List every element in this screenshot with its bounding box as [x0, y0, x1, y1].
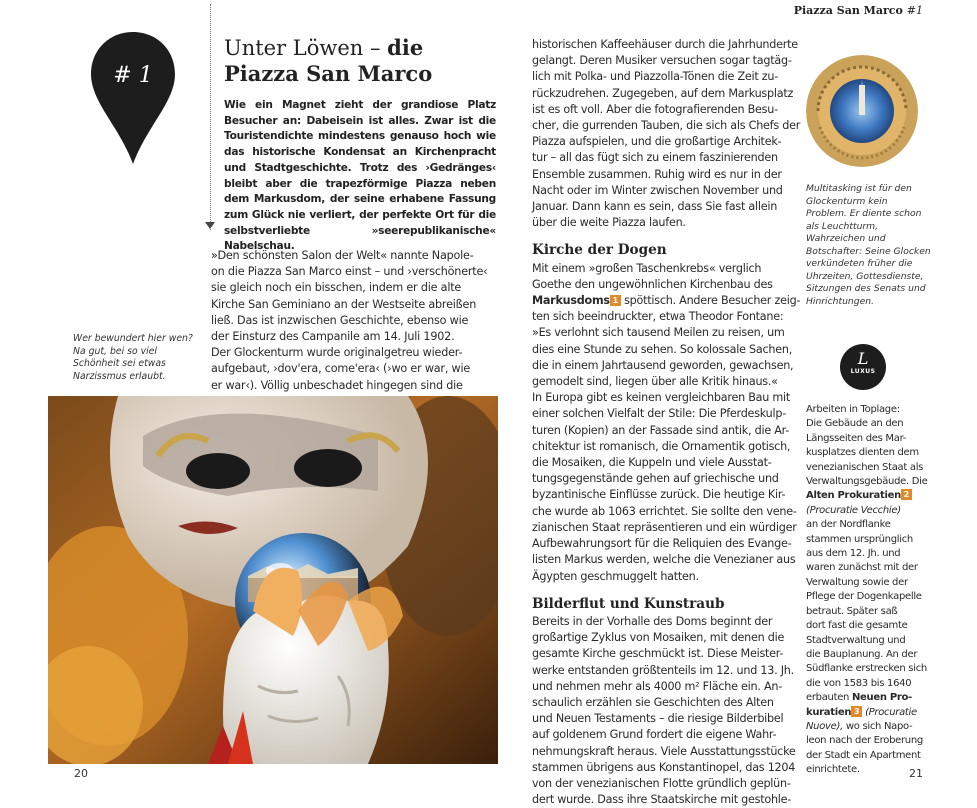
text-line — [532, 86, 794, 102]
text-segment: aus dem 12. Jh. und — [806, 548, 901, 560]
text-segment: Längsseiten des Mar- — [806, 432, 907, 444]
text-line — [211, 280, 497, 296]
text-line — [806, 489, 936, 503]
text-line — [806, 403, 936, 417]
text-segment: Südflanke erstrecken sich — [806, 663, 927, 675]
text-line — [532, 792, 790, 808]
text-segment: und Neuen Testaments – die riesige Bilderbibel — [532, 712, 784, 726]
text-line — [211, 378, 497, 394]
text-line — [806, 504, 936, 518]
text-line — [532, 277, 790, 293]
text-line — [806, 533, 936, 547]
text-line — [532, 439, 790, 455]
running-head-number: #1 — [906, 4, 923, 17]
text-line — [806, 720, 936, 734]
text-segment: Kirche San Geminiano an der Westseite abreißen — [211, 297, 477, 311]
text-segment: auf goldenem Grund fordert die eigene Wahr- — [532, 728, 777, 742]
text-segment: venezianischen Staat als — [806, 461, 924, 473]
text-line — [532, 504, 797, 520]
text-segment: Der Glockenturm wurde originalgetreu wieder- — [211, 346, 463, 360]
text-segment: (Procuratie Vecchie) — [806, 504, 901, 516]
text-segment: zianischen Staat repräsentieren und ein würdiger — [532, 520, 797, 534]
title-bold: die Piazza San Marco — [224, 35, 433, 86]
text-segment: on die Piazza San Marco einst – und ›verschönerte‹ — [211, 265, 488, 279]
text-line — [806, 461, 936, 475]
text-segment: Die Gebäude an den — [806, 418, 904, 430]
text-segment: der Einsturz des Campanile am 14. Juli 1902. — [211, 330, 455, 344]
text-segment: der Stadt ein Apartment — [806, 749, 921, 761]
text-line — [532, 69, 790, 85]
poi-number-badge: 2 — [901, 489, 912, 500]
text-line — [532, 679, 790, 695]
text-line — [532, 293, 801, 309]
text-line — [532, 374, 790, 390]
text-segment: Stadtverwaltung und — [806, 634, 906, 646]
text-line — [806, 677, 936, 691]
text-segment: Verwaltung sowie der — [806, 576, 908, 588]
text-line — [806, 576, 936, 590]
text-line — [806, 691, 936, 705]
text-line — [211, 297, 497, 313]
main-text-column — [532, 37, 801, 808]
text-line — [532, 744, 796, 760]
text-segment: die Mosaiken, die Kuppeln und viele Ausstat- — [532, 456, 772, 470]
campanile-fisheye-photo — [806, 55, 918, 167]
text-segment: Aufbewahrungsort für die Reliquien des Evange- — [532, 537, 792, 551]
text-segment: rückzudrehen. Zugegeben, auf dem Markusplatz — [532, 86, 794, 100]
text-segment: wo sich Napo- — [843, 720, 913, 732]
text-line — [532, 309, 790, 325]
title-plain: Unter Löwen – — [224, 36, 388, 60]
text-segment: einrichtete. — [806, 764, 860, 776]
text-segment: Nacht oder im Winter zwischen November und — [532, 183, 783, 197]
text-segment: ließ. Das ist inzwischen Geschichte, ebenso wie — [211, 313, 469, 327]
text-segment: einer solchen Vielfalt der Stile: Die Pferdeskulp- — [532, 407, 786, 421]
text-line — [532, 183, 790, 199]
text-line — [806, 446, 936, 460]
text-segment: ist es oft voll. Aber die fotografierenden Besu- — [532, 102, 778, 116]
text-line — [532, 727, 790, 743]
caption-left: Wer bewundert hier wen? Na gut, bei so viel Schönheit sei etwas Narzissmus erlaubt. — [73, 333, 193, 382]
text-segment: stammen ursprünglich — [806, 533, 913, 545]
poi-number-badge: 1 — [610, 295, 621, 306]
text-segment: Ensemble zusammen. Ruhig wird es nur in der — [532, 167, 782, 181]
text-segment: betraut. Später saß — [806, 605, 898, 617]
text-segment: Verwaltungsgebäude. Die — [806, 476, 928, 488]
lead-paragraph — [211, 248, 497, 394]
text-line — [806, 547, 936, 561]
luxus-word: LUXUS — [850, 368, 876, 375]
heading-kirche-der-dogen: Kirche der Dogen — [532, 242, 667, 259]
text-segment: er war‹). Völlig unbeschadet hingegen sind die — [211, 378, 463, 392]
text-segment: über die weite Piazza laufen. — [532, 216, 686, 230]
text-line — [806, 619, 936, 633]
text-segment: (Procuratie — [865, 706, 917, 718]
text-segment: werke entstanden größtenteils im 12. und 13. Jh. — [532, 663, 794, 677]
text-segment: che wurde ab 1063 errichtet. Sie sollte den vene- — [532, 504, 797, 518]
text-line — [532, 776, 790, 792]
text-line — [806, 417, 936, 431]
text-segment: cher, die gurrenden Tauben, die sich als Chefs der — [532, 119, 801, 133]
text-segment: dies eine Stunde zu sehen. So kolossale Sachen, — [532, 342, 793, 356]
text-line — [532, 37, 798, 53]
text-segment: waren zunächst mit der — [806, 562, 918, 574]
text-segment: aufgebaut, ›dov'era, come'era‹ (›wo er war, wie — [211, 362, 471, 376]
text-segment: gesamte Kirche geschmückt ist. Diese Meister- — [532, 647, 784, 661]
text-line — [532, 215, 790, 231]
text-line — [532, 663, 794, 679]
text-segment: Mit einem »großen Taschenkrebs« verglich — [532, 261, 762, 275]
text-segment: sie gleich noch ein bisschen, indem er die alte — [211, 281, 462, 295]
poi-number-badge: 3 — [851, 706, 862, 717]
text-segment: Bereits in der Vorhalle des Doms beginnt der — [532, 614, 773, 628]
text-line — [532, 102, 790, 118]
dotted-divider — [210, 4, 211, 230]
text-line — [532, 150, 790, 166]
text-segment: großartige Zyklus von Mosaiken, mit denen die — [532, 631, 785, 645]
text-line — [806, 734, 936, 748]
text-line — [532, 552, 796, 568]
text-line — [806, 648, 936, 662]
text-line — [532, 536, 790, 552]
text-segment: turen (Kopien) an der Fassade sind antik, die Ar- — [532, 423, 790, 437]
text-line — [532, 760, 796, 776]
text-line — [806, 432, 936, 446]
text-line — [532, 455, 790, 471]
arrow-down-icon — [205, 222, 215, 229]
text-segment: die Bauplanung. An der — [806, 648, 918, 660]
text-line — [532, 358, 794, 374]
text-line — [532, 118, 801, 134]
text-segment: kuratien — [806, 706, 852, 718]
text-line — [532, 53, 790, 69]
text-line — [532, 711, 790, 727]
text-segment: an der Nordflanke — [806, 519, 891, 531]
text-segment: erbauten — [806, 692, 852, 704]
text-segment: Markusdoms — [532, 294, 610, 308]
text-line — [532, 390, 790, 406]
text-segment: ten sich beeindruckter, etwa Theodor Fontane: — [532, 310, 784, 324]
text-line — [532, 423, 790, 439]
text-segment: stammen übrigens aus Konstantinopel, das 1204 — [532, 760, 796, 774]
text-segment: Nuove), — [806, 720, 843, 732]
text-segment: gemodelt sind, liegen über alle Kritik hinaus.« — [532, 375, 778, 389]
running-head — [794, 4, 923, 17]
text-line — [806, 518, 936, 532]
text-segment: schaulich erzählen sie Geschichten des Alten — [532, 695, 774, 709]
page-number-right: 21 — [909, 767, 923, 780]
text-line — [211, 345, 497, 361]
text-line — [211, 248, 497, 264]
text-line — [532, 325, 790, 341]
text-segment: und nehmen mehr als 4000 m² Fläche ein. An- — [532, 679, 782, 693]
text-line — [806, 605, 936, 619]
text-line — [806, 475, 936, 489]
text-line — [211, 329, 497, 345]
text-line — [532, 646, 790, 662]
text-line — [532, 569, 790, 585]
ranking-pin-icon — [89, 30, 177, 166]
text-segment: tur – all das fügt sich zu einem faszinierenden — [532, 151, 778, 165]
text-segment: In Europa gibt es keinen vergleichbaren Bau mit — [532, 391, 791, 405]
text-line — [806, 561, 936, 575]
text-line — [211, 313, 497, 329]
text-segment: von der venezianischen Flotte gründlich geplün- — [532, 776, 791, 790]
text-line — [532, 199, 790, 215]
text-line — [806, 749, 936, 763]
caption-right: Multitasking ist für den Glockenturm kein Problem. Er diente schon als Leuchtturm, Wahrzeichen und Botschafter: Seine Glocken verkündeten früher die Uhrzeiten, Gottesdienste, Sitzungen des Senats und Hinrichtungen. — [806, 183, 931, 307]
text-segment: Goethe den ungewöhnlichen Kirchenbau des — [532, 277, 773, 291]
text-segment: nehmungskraft heraus. Viele Ausstattungsstücke — [532, 744, 796, 758]
text-segment: Arbeiten in Toplage: — [806, 404, 900, 415]
paragraph-cafes — [532, 37, 801, 231]
text-segment: byzantinische Einflüsse zurück. Die heutige Kir- — [532, 488, 786, 502]
text-segment: listen Markus werden, welche die Venezianer aus — [532, 553, 796, 567]
text-segment: kusplatzes dienten dem — [806, 447, 919, 459]
text-segment: »Es verlohnt sich tausend Meilen zu reisen, um — [532, 326, 785, 340]
text-segment: historischen Kaffeehäuser durch die Jahrhunderte — [532, 38, 798, 51]
text-line — [211, 264, 497, 280]
text-line — [532, 471, 790, 487]
sidebar-text-column — [806, 403, 936, 778]
text-line — [532, 406, 790, 422]
text-segment: dert wurde. Dass ihre Staatskirche mit gestohle- — [532, 793, 792, 807]
text-segment: tungsgegenstände gehen auf griechische und — [532, 472, 779, 486]
text-line — [532, 520, 797, 536]
text-line — [532, 614, 790, 630]
intro-paragraph: Wie ein Magnet zieht der grandiose Platz Besucher an: Dabeisein ist alles. Zwar ist die Touristendichte mindestens genauso hoch wie das historische Kondensat an Kirchenpracht und Stadtgeschichte. Trotz des ›Gedränges‹ bleibt aber die trapezförmige Piazza neben dem Markusdom, der seine erhabene Fassung zum Glück nie verliert, der perfekte Ort für die selbstverliebte »seerepublikanische« Nabelschau. — [224, 99, 496, 253]
heading-bilderflut: Bilderflut und Kunstraub — [532, 595, 725, 612]
text-segment: »Den schönsten Salon der Welt« nannte Napole- — [211, 249, 474, 262]
text-segment: Ägypten geschmuggelt hatten. — [532, 569, 699, 583]
text-segment: die in einem Jahrtausend geworden, gewachsen, — [532, 358, 794, 372]
pin-label: # 1 — [113, 63, 153, 88]
article-title — [224, 35, 504, 87]
text-segment: dort fast die gesamte — [806, 620, 908, 632]
text-segment: lich mit Polka- und Piazzolla-Tönen die Zeit zu- — [532, 70, 779, 84]
text-segment: Piazza aufspielen, und die großartige Architek- — [532, 135, 782, 149]
page-number-left: 20 — [74, 767, 88, 780]
text-line — [806, 634, 936, 648]
text-segment: die von 1583 bis 1640 — [806, 677, 912, 689]
text-line — [532, 342, 793, 358]
text-line — [532, 261, 790, 277]
text-segment: Neuen Pro- — [851, 692, 912, 704]
text-line — [211, 361, 497, 377]
text-segment: spöttisch. Andere Besucher zeig- — [620, 294, 801, 308]
carnival-mask-photo — [48, 396, 498, 764]
text-line — [532, 134, 790, 150]
text-line — [806, 590, 936, 604]
text-segment: gelangt. Deren Musiker versuchen sogar tagtäg- — [532, 54, 792, 68]
text-segment: Pflege der Dogenkapelle — [806, 591, 922, 603]
text-segment: leon nach der Eroberung — [806, 735, 923, 747]
text-line — [532, 487, 790, 503]
text-line — [806, 706, 936, 720]
text-segment: chitektur ist romanisch, die Ornamentik gotisch, — [532, 439, 791, 453]
text-line — [532, 167, 790, 183]
text-segment: Januar. Dann kann es sein, dass Sie fast allein — [532, 200, 778, 214]
luxus-letter: L — [857, 349, 869, 368]
text-line — [532, 695, 790, 711]
running-head-title: Piazza San Marco — [793, 4, 903, 17]
luxus-badge — [840, 344, 886, 390]
text-segment: Alten Prokuratien — [806, 490, 901, 502]
paragraph-bilderflut — [532, 614, 796, 808]
text-line — [532, 630, 790, 646]
text-line — [806, 662, 936, 676]
paragraph-dogen — [532, 261, 801, 585]
